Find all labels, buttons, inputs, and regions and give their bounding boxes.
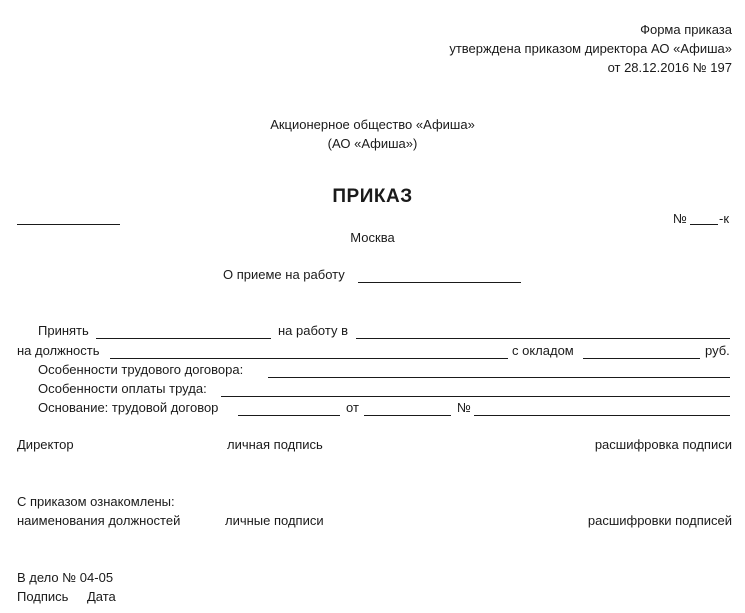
to-work-label: на работу в: [278, 323, 348, 338]
footer-date-label: Дата: [87, 589, 116, 604]
director-label: Директор: [17, 437, 74, 452]
form-header-line-2: утверждена приказом директора АО «Афиша»: [449, 41, 732, 56]
pay-features-line: [221, 396, 730, 397]
file-note: В дело № 04-05: [17, 570, 114, 585]
number-suffix: -к: [719, 211, 730, 226]
basis-number-line: [474, 415, 730, 416]
signature-decoding-label: расшифровка подписи: [594, 437, 732, 452]
salary-label: с окладом: [512, 343, 574, 358]
date-blank-line: [17, 224, 120, 225]
acquainted-decodings: расшифровки подписей: [587, 513, 732, 528]
contract-features-line: [268, 377, 730, 378]
form-header-line-1: Форма приказа: [640, 22, 732, 37]
footer-sign-label: Подпись: [17, 589, 69, 604]
position-line: [110, 358, 508, 359]
form-header-line-3: от 28.12.2016 № 197: [607, 60, 732, 75]
org-full-name: Акционерное общество «Афиша»: [270, 117, 475, 132]
employee-name-line: [96, 338, 271, 339]
basis-number-label: №: [457, 400, 471, 415]
acquainted-positions: наименования должностей: [17, 513, 181, 528]
number-blank-line: [690, 224, 718, 225]
acquainted-title: С приказом ознакомлены:: [17, 494, 175, 509]
salary-line: [583, 358, 700, 359]
department-line: [356, 338, 730, 339]
number-prefix: №: [673, 211, 687, 226]
subject-label: О приеме на работу: [223, 267, 345, 282]
basis-from-label: от: [346, 400, 359, 415]
contract-number-line: [238, 415, 340, 416]
position-label: на должность: [17, 343, 100, 358]
pay-features-label: Особенности оплаты труда:: [38, 381, 207, 396]
document-title: ПРИКАЗ: [332, 186, 413, 207]
subject-blank-line: [358, 282, 521, 283]
basis-label: Основание: трудовой договор: [38, 400, 219, 415]
contract-features-label: Особенности трудового договора:: [38, 362, 244, 377]
currency-label: руб.: [705, 343, 730, 358]
personal-signature-label: личная подпись: [227, 437, 323, 452]
org-short-name: (АО «Афиша»): [327, 136, 418, 151]
accept-label: Принять: [38, 323, 89, 338]
city: Москва: [350, 230, 395, 245]
acquainted-signatures: личные подписи: [225, 513, 324, 528]
contract-date-line: [364, 415, 451, 416]
